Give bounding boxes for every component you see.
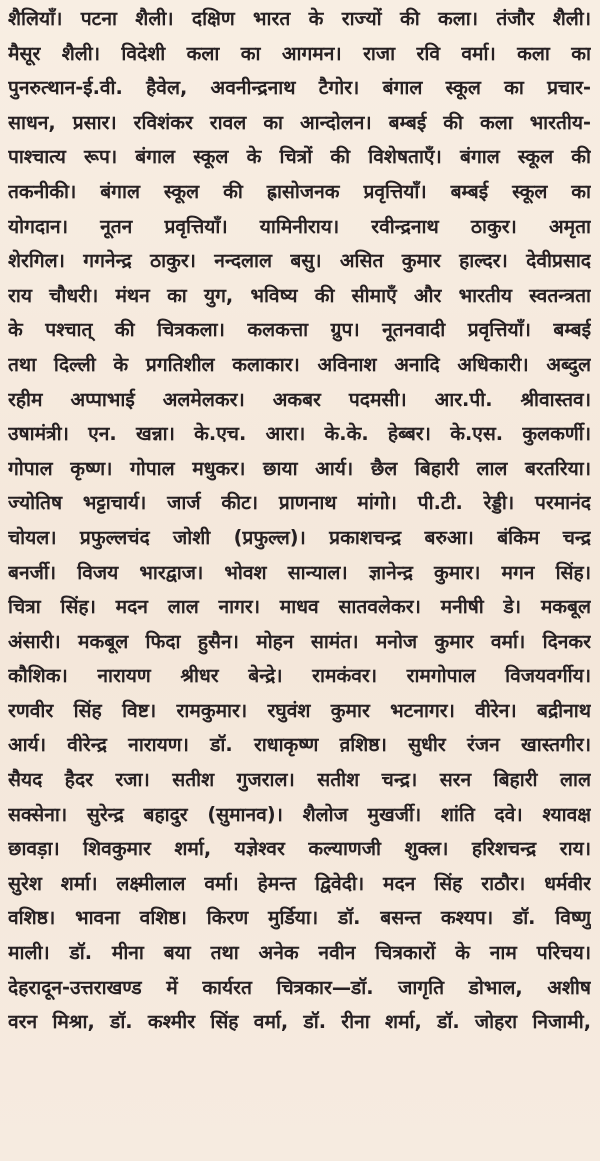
text-line: तथा दिल्ली के प्रगतिशील कलाकार। अविनाश अनादि अधिकारी। अब्दुल bbox=[8, 352, 591, 376]
text-line: उषामंत्री। एन. खन्ना। के.एच. आरा। के.के. हेब्बर। के.एस. कुलकर्णी। bbox=[8, 422, 591, 446]
text-line: सुरेश शर्मा। लक्ष्मीलाल वर्मा। हेमन्त द्विवेदी। मदन सिंह राठौर। धर्मवीर bbox=[8, 871, 591, 895]
text-line: साधन, प्रसार। रविशंकर रावल का आन्दोलन। बम्बई की कला भारतीय- bbox=[8, 110, 591, 134]
text-line: पुनरुत्थान-ई.वी. हैवेल, अवनीन्द्रनाथ टैगोर। बंगाल स्कूल का प्रचार- bbox=[8, 76, 591, 100]
text-line: मैसूर शैली। विदेशी कला का आगमन। राजा रवि वर्मा। कला का bbox=[8, 41, 591, 65]
text-line: राय चौधरी। मंथन का युग, भविष्य की सीमाएँ और भारतीय स्वतन्त्रता bbox=[8, 283, 591, 307]
text-line: सैयद हैदर रजा। सतीश गुजराल। सतीश चन्द्र। सरन बिहारी लाल bbox=[8, 768, 591, 792]
text-line: वशिष्ठ। भावना वशिष्ठ। किरण मुर्डिया। डॉ. बसन्त कश्यप। डॉ. विष्णु bbox=[8, 906, 591, 930]
text-line: देहरादून-उत्तराखण्ड में कार्यरत चित्रकार—डॉ. जागृति डोभाल, अशीष bbox=[8, 975, 591, 999]
text-line: छावड़ा। शिवकुमार शर्मा, यज्ञेश्वर कल्याणजी शुक्ल। हरिशचन्द्र राय। bbox=[8, 837, 591, 861]
text-line: बनर्जी। विजय भारद्वाज। भोवश सान्याल। ज्ञानेन्द्र कुमार। मगन सिंह। bbox=[8, 560, 591, 584]
text-line: तकनीकी। बंगाल स्कूल की ह्रासोजनक प्रवृत्तियाँ। बम्बई स्कूल का bbox=[8, 179, 591, 203]
text-line: सक्सेना। सुरेन्द्र बहादुर (सुमानव)। शैलोज मुखर्जी। शांति दवे। श्यावक्ष bbox=[8, 802, 591, 826]
text-line: रहीम अप्पाभाई अलमेलकर। अकबर पदमसी। आर.पी. श्रीवास्तव। bbox=[8, 387, 591, 411]
text-line: आर्य। वीरेन्द्र नारायण। डॉ. राधाकृष्ण व़शिष्ठ। सुधीर रंजन खास्तगीर। bbox=[8, 733, 591, 757]
text-line: योगदान। नूतन प्रवृत्तियाँ। यामिनीराय। रवीन्द्रनाथ ठाकुर। अमृता bbox=[8, 214, 591, 238]
text-line: ज्योतिष भट्टाचार्य। जार्ज कीट। प्राणनाथ मांगो। पी.टी. रेड्डी। परमानंद bbox=[8, 491, 591, 515]
text-block bbox=[8, 2, 591, 1040]
text-line: चोयल। प्रफुल्लचंद जोशी (प्रफुल्ल)। प्रकाशचन्द्र बरुआ। बंकिम चन्द्र bbox=[8, 525, 591, 549]
text-line: अंसारी। मकबूल फिदा हुसैन। मोहन सामंत। मनोज कुमार वर्मा। दिनकर bbox=[8, 629, 591, 653]
text-line: पाश्चात्य रूप। बंगाल स्कूल के चित्रों की विशेषताएँ। बंगाल स्कूल की bbox=[8, 145, 591, 169]
text-line: रणवीर सिंह विष्ट। रामकुमार। रघुवंश कुमार भटनागर। वीरेन। बद्रीनाथ bbox=[8, 698, 591, 722]
text-line: माली। डॉ. मीना बया तथा अनेक नवीन चित्रकारों के नाम परिचय। bbox=[8, 941, 591, 965]
text-line: शैलियाँ। पटना शैली। दक्षिण भारत के राज्यों की कला। तंजौर शैली। bbox=[8, 7, 591, 30]
text-line: कौशिक। नारायण श्रीधर बेन्द्रे। रामकंवर। रामगोपाल विजयवर्गीय। bbox=[8, 664, 591, 688]
text-line: गोपाल कृष्ण। गोपाल मधुकर। छाया आर्य। छैल बिहारी लाल बरतरिया। bbox=[8, 456, 591, 480]
text-line: चित्रा सिंह। मदन लाल नागर। माधव सातवलेकर। मनीषी डे। मकबूल bbox=[8, 595, 591, 619]
text-line: शेरगिल। गगनेन्द्र ठाकुर। नन्दलाल बसु। असित कुमार हाल्दर। देवीप्रसाद bbox=[8, 249, 591, 273]
text-line: वरन मिश्रा, डॉ. कश्मीर सिंह वर्मा, डॉ. रीना शर्मा, डॉ. जोहरा निजामी, bbox=[8, 1010, 591, 1034]
text-line: के पश्चात् की चित्रकला। कलकत्ता ग्रुप। नूतनवादी प्रवृत्तियाँ। बम्बई bbox=[8, 318, 591, 342]
